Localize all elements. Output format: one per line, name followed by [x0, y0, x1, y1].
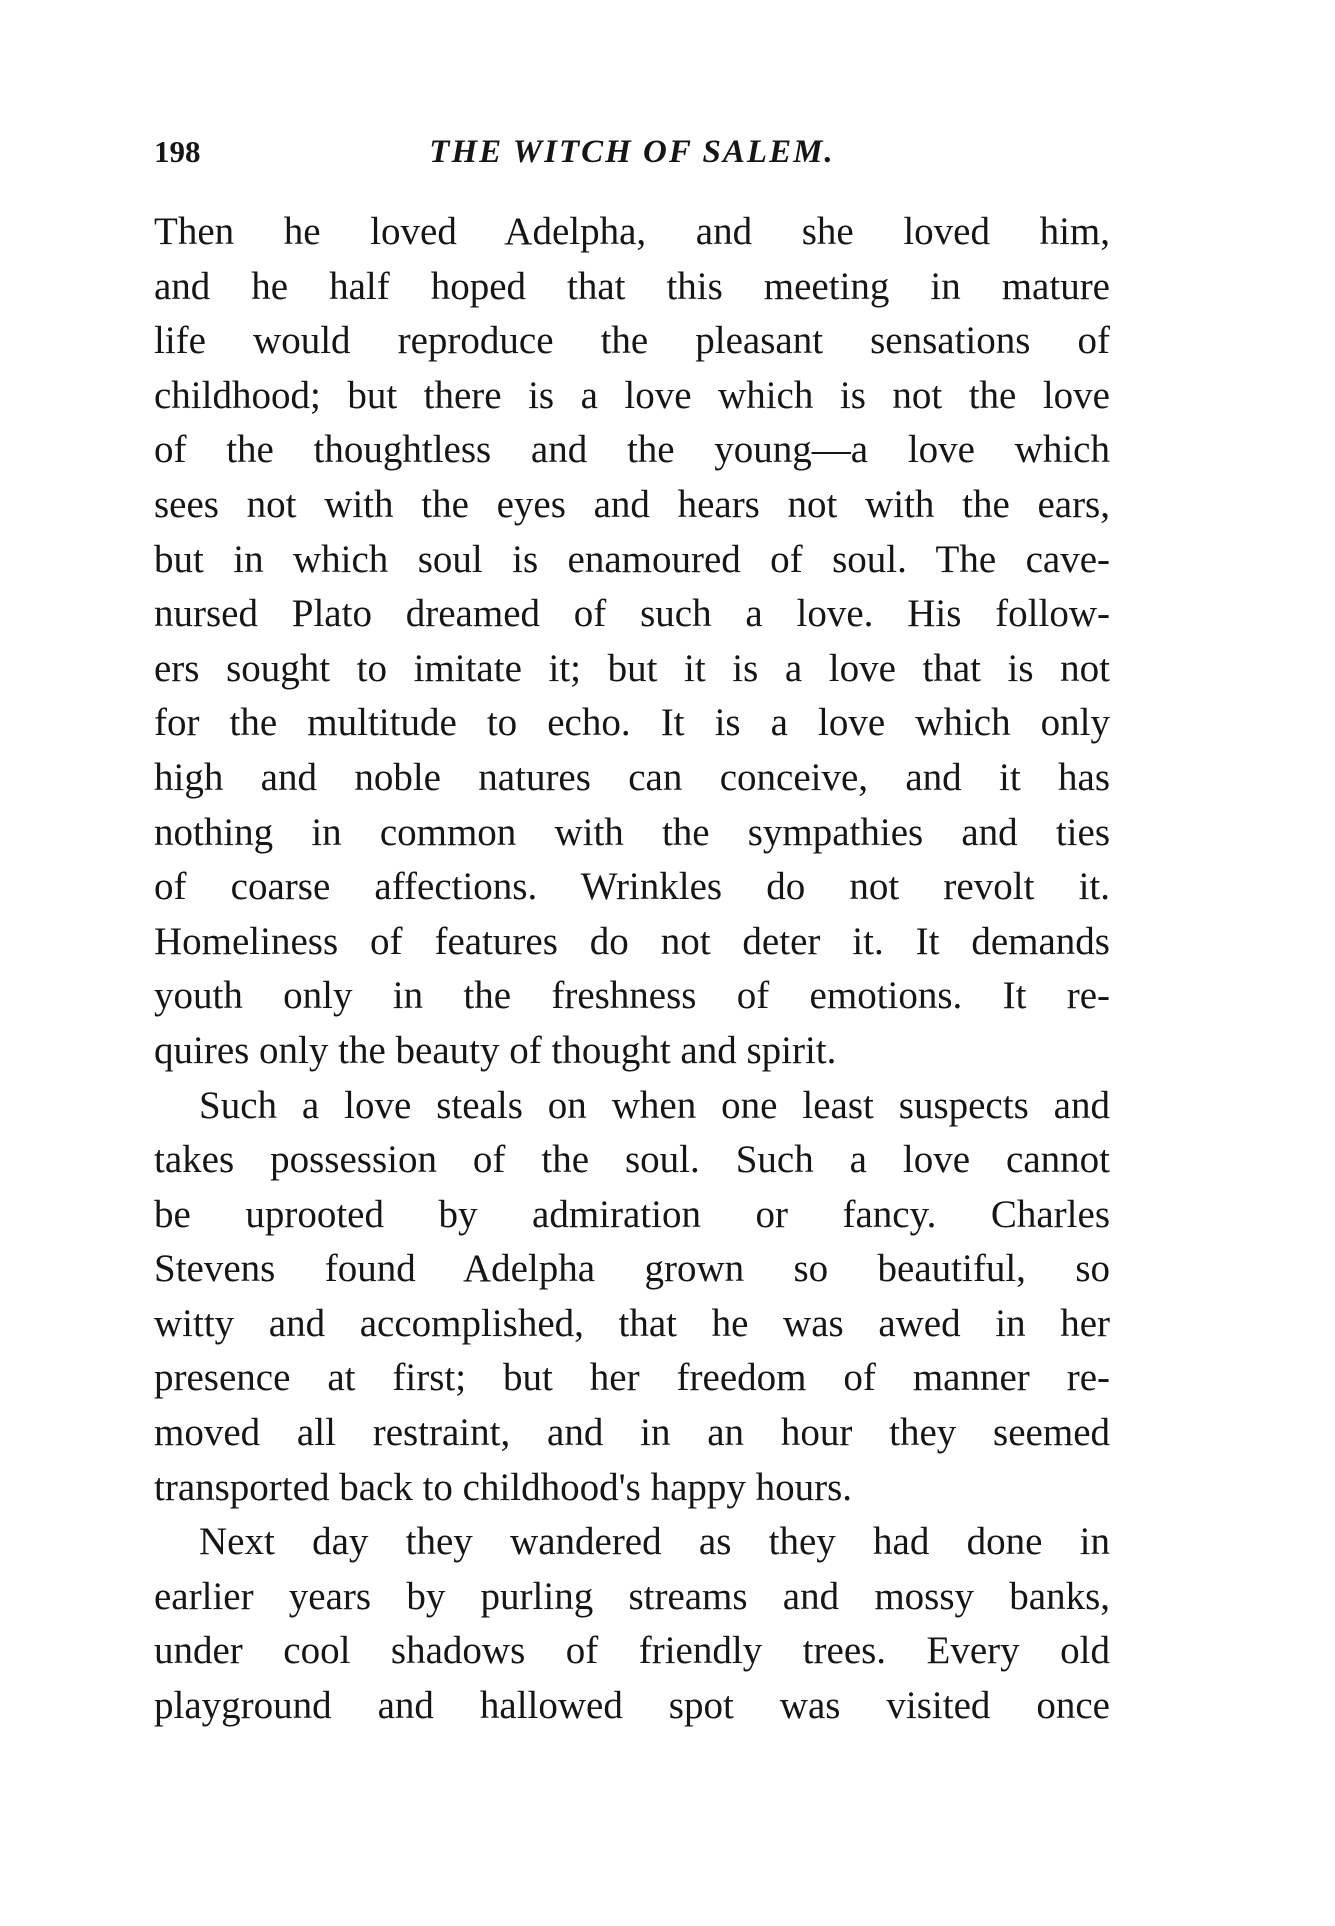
body-text: [154, 205, 1110, 1734]
text-line: under cool shadows of friendly trees. Every old: [154, 1629, 1110, 1673]
text-line: nursed Plato dreamed of such a love. His follow-: [154, 592, 1110, 636]
text-line: nothing in common with the sympathies and ties: [154, 810, 1110, 854]
text-line: for the multitude to echo. It is a love which only: [154, 701, 1110, 745]
text-line: Then he loved Adelpha, and she loved him,: [154, 210, 1110, 253]
paragraph-1: [154, 205, 1110, 1079]
text-line: playground and hallowed spot was visited once: [154, 1684, 1110, 1728]
text-line: of the thoughtless and the young—a love which: [154, 428, 1110, 472]
text-line: transported back to childhood's happy hours.: [154, 1465, 853, 1509]
page-header: [154, 126, 1110, 176]
text-line: be uprooted by admiration or fancy. Charles: [154, 1192, 1110, 1236]
text-line: earlier years by purling streams and mossy banks,: [154, 1574, 1110, 1618]
paragraph-2: [154, 1079, 1110, 1516]
text-line: childhood; but there is a love which is not the love: [154, 373, 1110, 417]
text-line: and he half hoped that this meeting in mature: [154, 264, 1110, 308]
text-line: witty and accomplished, that he was awed in her: [154, 1301, 1110, 1345]
text-line: high and noble natures can conceive, and it has: [154, 755, 1110, 799]
page-number: 198: [154, 134, 201, 169]
text-line: quires only the beauty of thought and spirit.: [154, 1028, 837, 1072]
text-line: presence at first; but her freedom of manner re-: [154, 1356, 1110, 1400]
text-line: life would reproduce the pleasant sensations of: [154, 319, 1110, 363]
text-line: moved all restraint, and in an hour they seemed: [154, 1411, 1110, 1455]
text-line: takes possession of the soul. Such a love cannot: [154, 1138, 1110, 1182]
text-line: of coarse affections. Wrinkles do not revolt it.: [154, 865, 1110, 909]
text-line: Homeliness of features do not deter it. It demands: [154, 919, 1110, 963]
text-line: Next day they wandered as they had done in: [199, 1520, 1110, 1564]
text-line: ers sought to imitate it; but it is a love that is not: [154, 646, 1110, 690]
text-line: youth only in the freshness of emotions. It re-: [154, 974, 1110, 1018]
text-line: Such a love steals on when one least suspects and: [199, 1083, 1110, 1127]
text-line: but in which soul is enamoured of soul. The cave-: [154, 537, 1110, 581]
text-line: sees not with the eyes and hears not with the ears,: [154, 482, 1110, 526]
running-title: THE WITCH OF SALEM.: [429, 134, 835, 170]
text-line: Stevens found Adelpha grown so beautiful, so: [154, 1247, 1110, 1291]
paragraph-3: [154, 1515, 1110, 1733]
